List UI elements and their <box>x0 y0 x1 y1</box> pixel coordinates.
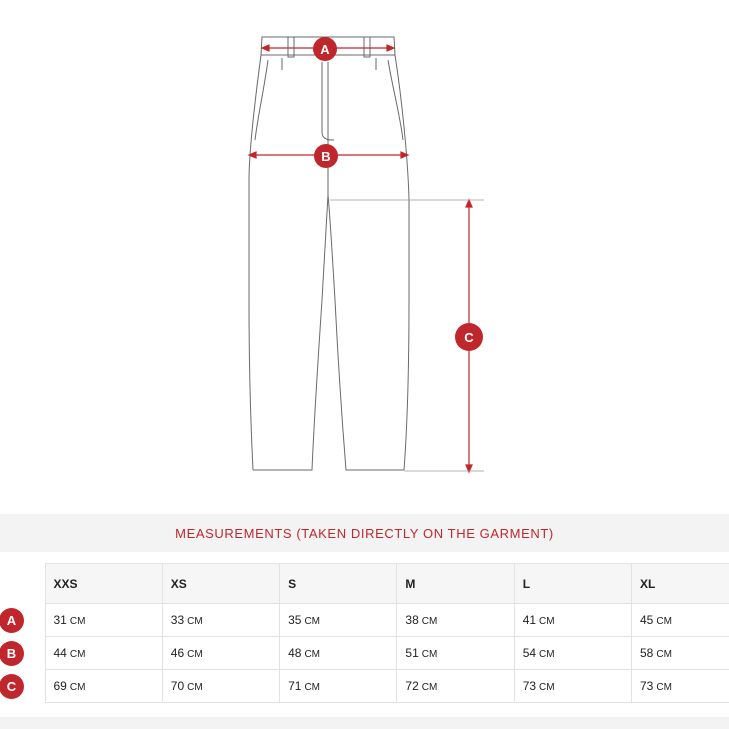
table-cell <box>45 637 162 670</box>
cell-value: 72 <box>405 679 419 693</box>
cell-unit: CM <box>187 682 203 693</box>
cell-value: 38 <box>405 613 419 627</box>
size-header: M <box>397 564 514 604</box>
table-cell <box>631 637 729 670</box>
table-cell <box>397 604 514 637</box>
table-cell <box>280 637 397 670</box>
trousers-outline <box>249 37 409 470</box>
cell-unit: CM <box>69 649 86 660</box>
svg-text:B: B <box>321 149 331 164</box>
size-header: L <box>514 564 631 604</box>
header-corner <box>0 564 45 604</box>
cell-value: 54 <box>522 646 537 660</box>
cell-value: 31 <box>53 613 67 627</box>
size-header: XL <box>631 564 729 604</box>
row-marker-cell <box>0 604 45 637</box>
cell-unit: CM <box>656 682 672 693</box>
cell-value: 71 <box>288 679 302 693</box>
size-header: S <box>280 564 397 604</box>
cell-value: 44 <box>53 646 67 660</box>
cell-unit: CM <box>656 616 672 627</box>
table-row <box>0 604 729 637</box>
size-header-row <box>0 564 729 604</box>
table-cell <box>280 670 397 703</box>
table-cell <box>514 637 631 670</box>
svg-text:C: C <box>464 330 474 345</box>
row-marker-a: A <box>0 608 24 633</box>
cell-unit: CM <box>187 616 203 627</box>
table-cell <box>631 670 729 703</box>
table-cell <box>162 637 279 670</box>
marker-a <box>313 37 337 61</box>
cell-unit: CM <box>304 682 321 693</box>
cell-value: 46 <box>170 646 185 660</box>
row-marker-b: B <box>0 641 24 666</box>
measurements-title: MEASUREMENTS (TAKEN DIRECTLY ON THE GARMENT) <box>175 525 554 541</box>
cell-unit: CM <box>69 616 86 627</box>
size-table <box>0 563 729 703</box>
svg-text:A: A <box>320 42 330 57</box>
cell-unit: CM <box>656 649 672 660</box>
table-cell <box>397 637 514 670</box>
cell-value: 35 <box>288 613 302 627</box>
table-cell <box>162 604 279 637</box>
cell-unit: CM <box>539 682 555 693</box>
cell-value: 73 <box>522 679 537 693</box>
table-row <box>0 670 729 703</box>
cell-unit: CM <box>304 616 321 627</box>
cell-unit: CM <box>304 649 321 660</box>
measurements-title-bar <box>0 514 729 552</box>
cell-unit: CM <box>187 649 203 660</box>
table-cell <box>45 604 162 637</box>
row-marker-cell <box>0 670 45 703</box>
cell-value: 51 <box>405 646 419 660</box>
cell-value: 69 <box>53 679 67 693</box>
cell-value: 58 <box>639 646 654 660</box>
cell-value: 45 <box>639 613 654 627</box>
table-cell <box>631 604 729 637</box>
cell-unit: CM <box>539 649 555 660</box>
cell-value: 73 <box>639 679 654 693</box>
size-header: XS <box>162 564 279 604</box>
table-cell <box>514 670 631 703</box>
measurement-lines <box>249 45 472 472</box>
cell-value: 48 <box>288 646 302 660</box>
table-cell <box>514 604 631 637</box>
cell-unit: CM <box>69 682 86 693</box>
cell-value: 33 <box>170 613 185 627</box>
table-cell <box>397 670 514 703</box>
marker-c <box>455 323 483 351</box>
size-header: XXS <box>45 564 162 604</box>
cell-unit: CM <box>421 682 438 693</box>
cell-unit: CM <box>539 616 555 627</box>
row-marker-cell <box>0 637 45 670</box>
cell-unit: CM <box>421 649 438 660</box>
table-cell <box>280 604 397 637</box>
marker-b <box>314 144 338 168</box>
cell-value: 70 <box>170 679 185 693</box>
cell-value: 41 <box>522 613 537 627</box>
table-row <box>0 637 729 670</box>
size-table-container <box>0 563 729 703</box>
cell-unit: CM <box>421 616 438 627</box>
table-cell <box>45 670 162 703</box>
bottom-bar <box>0 717 729 729</box>
row-marker-c: C <box>0 674 24 699</box>
table-cell <box>162 670 279 703</box>
